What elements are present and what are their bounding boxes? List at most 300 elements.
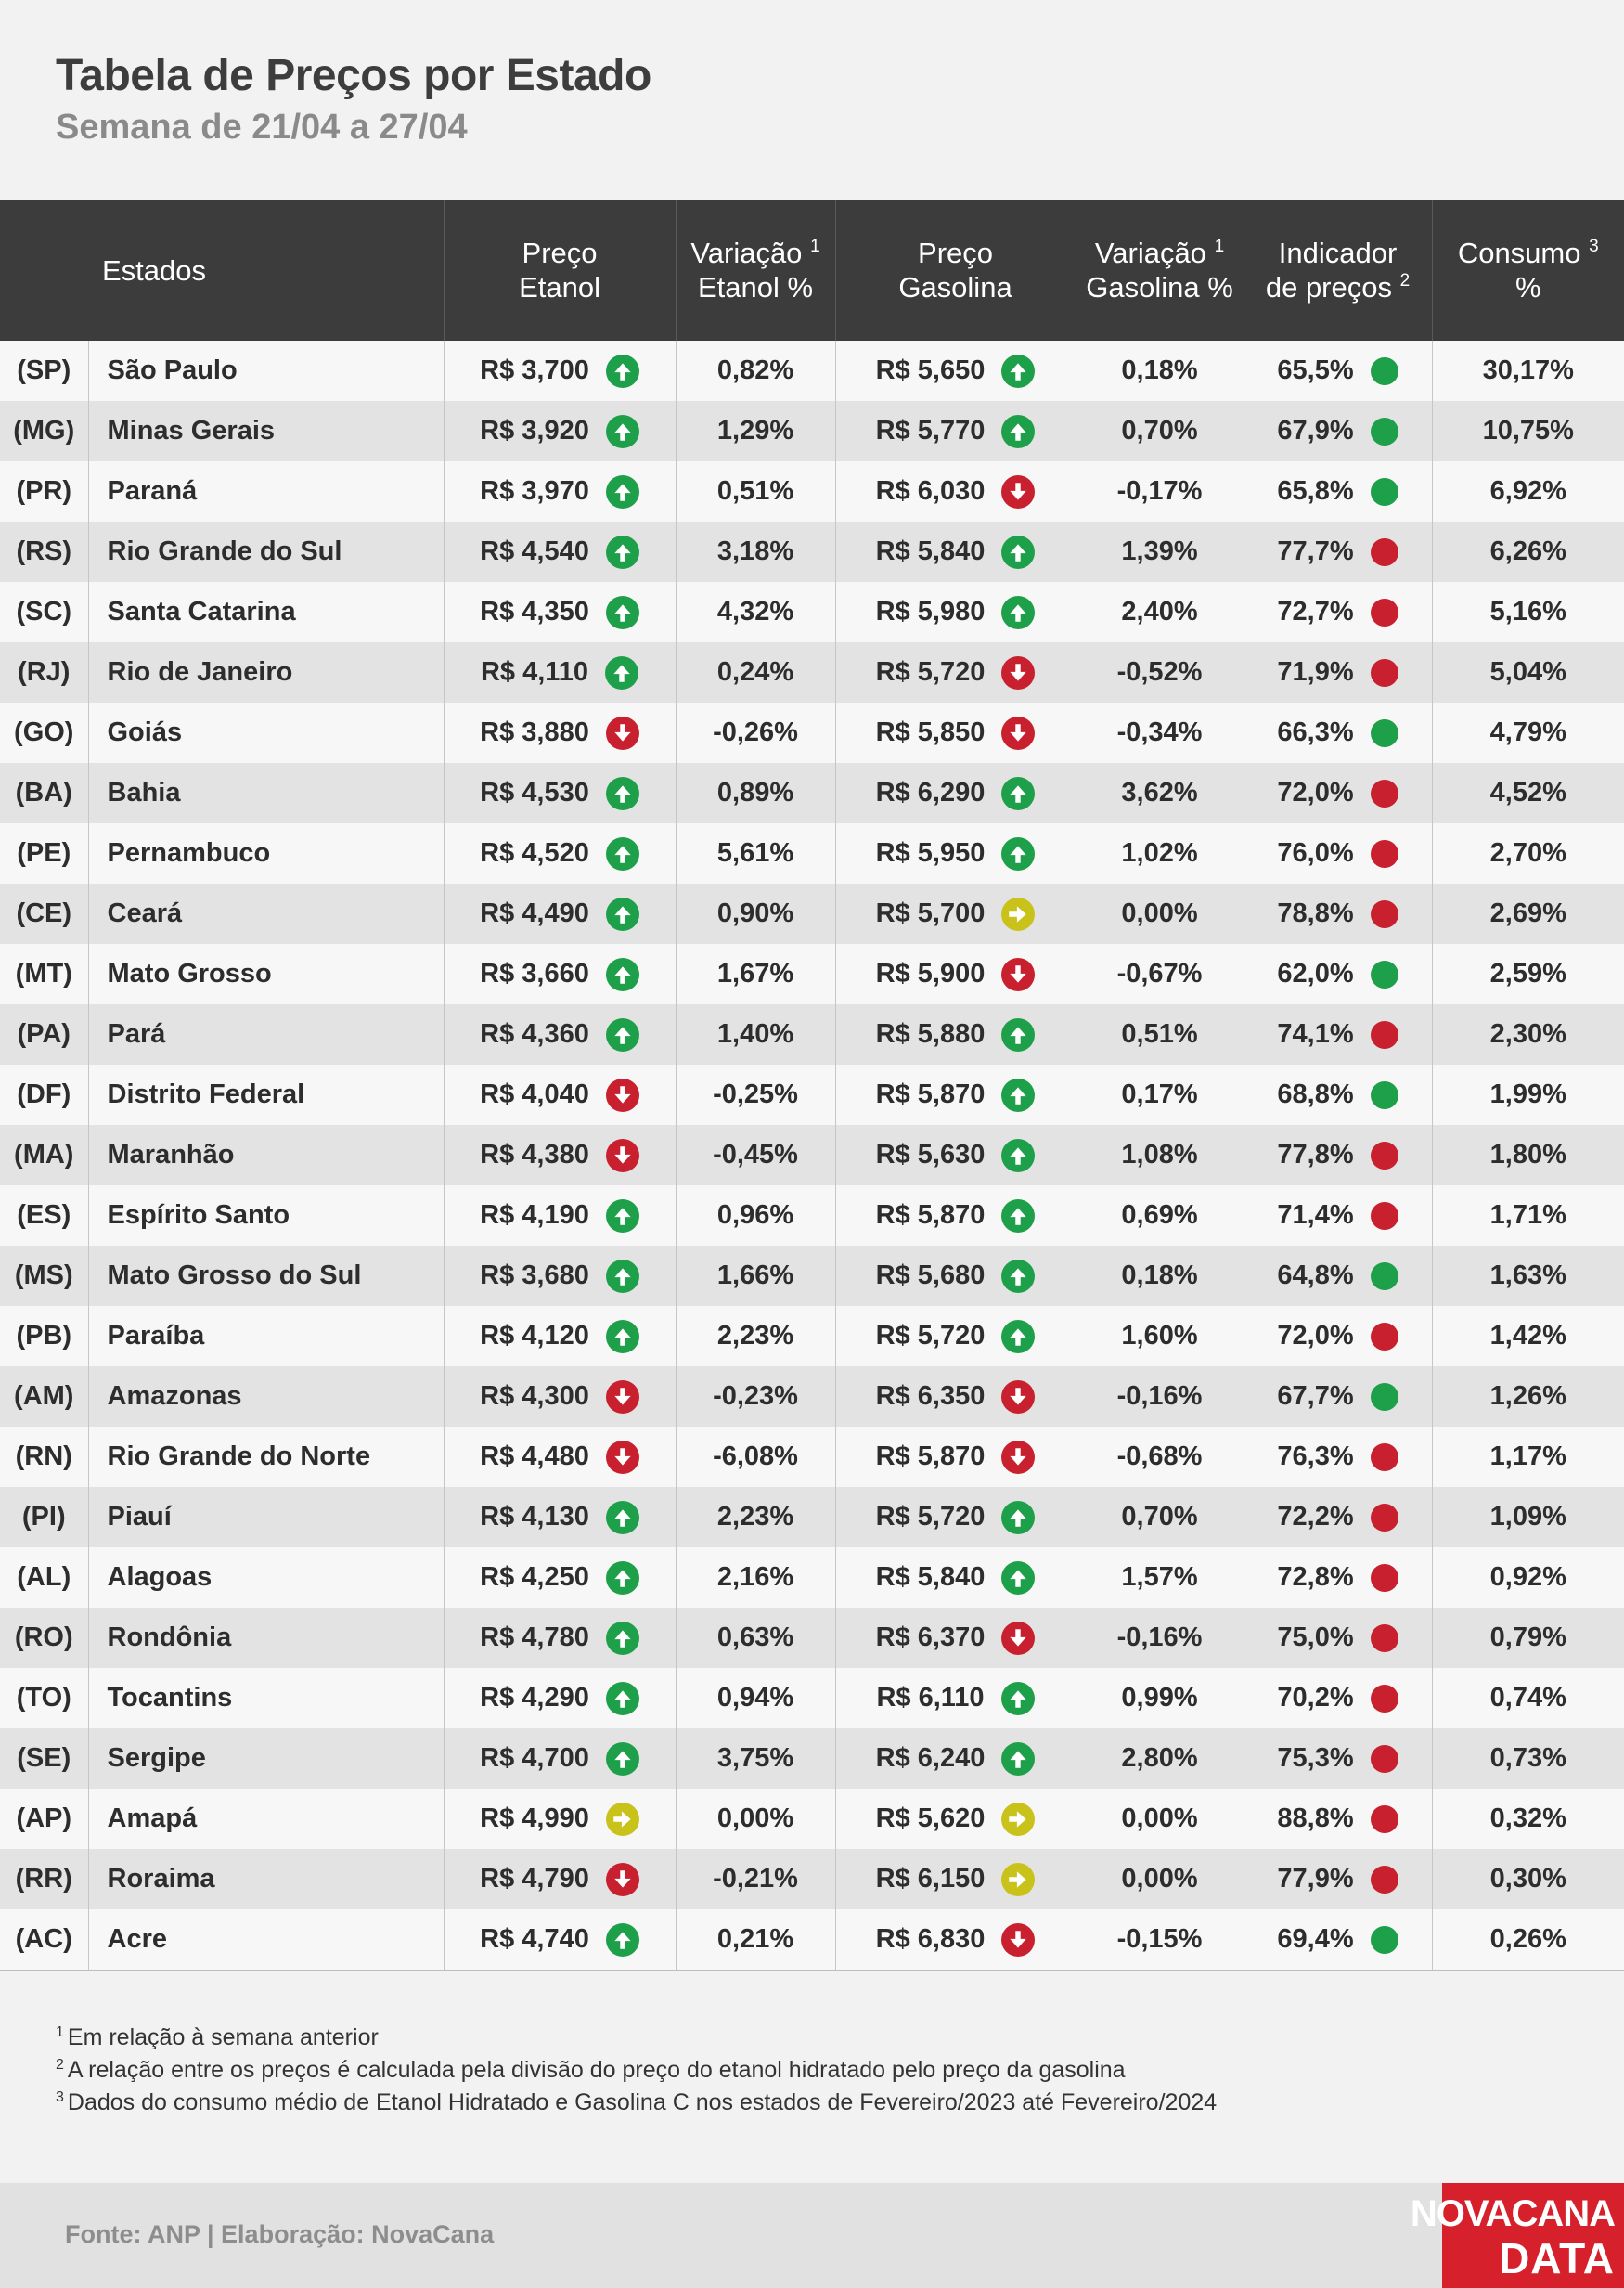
table-row bbox=[0, 341, 1624, 401]
indicador-cell bbox=[1244, 1728, 1432, 1789]
arrow-up-icon bbox=[1001, 1561, 1035, 1595]
arrow-up-icon bbox=[1001, 1742, 1035, 1776]
preco-gasolina: R$ 5,870 bbox=[875, 1079, 986, 1109]
consumo: 2,69% bbox=[1432, 884, 1624, 944]
consumo: 1,99% bbox=[1432, 1065, 1624, 1125]
indicador-cell bbox=[1244, 582, 1432, 642]
variacao-etanol: -6,08% bbox=[676, 1427, 835, 1487]
state-name: Minas Gerais bbox=[88, 401, 444, 461]
variacao-gasolina: -0,15% bbox=[1076, 1909, 1244, 1971]
table-row bbox=[0, 1125, 1624, 1185]
footnote-3: $^3$ Dados do consumo médio de Etanol Hidratado e Gasolina C nos estados de Fevereiro/2023 até Fevereiro/2024 bbox=[56, 2089, 1218, 2115]
indicador-cell bbox=[1244, 1004, 1432, 1065]
consumo: 1,26% bbox=[1432, 1366, 1624, 1427]
variacao-gasolina: 3,62% bbox=[1076, 763, 1244, 823]
state-abbr: (PA) bbox=[0, 1004, 88, 1065]
indicador-cell bbox=[1244, 1668, 1432, 1728]
consumo: 1,63% bbox=[1432, 1246, 1624, 1306]
indicador-precos: 65,8% bbox=[1277, 476, 1354, 506]
preco-gasolina-cell bbox=[835, 703, 1076, 763]
consumo: 2,59% bbox=[1432, 944, 1624, 1004]
preco-gasolina-cell bbox=[835, 642, 1076, 703]
state-name: Distrito Federal bbox=[88, 1065, 444, 1125]
preco-etanol: R$ 4,780 bbox=[480, 1622, 589, 1652]
preco-gasolina-cell bbox=[835, 1366, 1076, 1427]
preco-etanol: R$ 3,680 bbox=[480, 1260, 589, 1290]
arrow-down-icon bbox=[606, 1441, 639, 1474]
variacao-etanol: 2,23% bbox=[676, 1487, 835, 1547]
indicator-dot-icon bbox=[1371, 1685, 1398, 1713]
state-name: Mato Grosso bbox=[88, 944, 444, 1004]
variacao-etanol: 1,29% bbox=[676, 401, 835, 461]
preco-etanol-cell bbox=[444, 1185, 676, 1246]
indicator-dot-icon bbox=[1371, 538, 1398, 566]
preco-gasolina-cell bbox=[835, 1065, 1076, 1125]
preco-etanol-cell bbox=[444, 823, 676, 884]
state-name: Rondônia bbox=[88, 1608, 444, 1668]
arrow-down-icon bbox=[606, 717, 639, 750]
arrow-down-icon bbox=[606, 1863, 639, 1896]
preco-etanol-cell bbox=[444, 1004, 676, 1065]
preco-etanol: R$ 3,920 bbox=[480, 416, 589, 446]
preco-etanol: R$ 4,700 bbox=[480, 1743, 589, 1773]
indicator-dot-icon bbox=[1371, 1262, 1398, 1290]
consumo: 1,09% bbox=[1432, 1487, 1624, 1547]
preco-gasolina: R$ 5,880 bbox=[875, 1019, 986, 1049]
preco-gasolina-cell bbox=[835, 1789, 1076, 1849]
preco-etanol-cell bbox=[444, 884, 676, 944]
state-name: Mato Grosso do Sul bbox=[88, 1246, 444, 1306]
preco-gasolina: R$ 6,830 bbox=[875, 1924, 986, 1954]
preco-etanol-cell bbox=[444, 703, 676, 763]
arrow-down-icon bbox=[606, 1380, 639, 1414]
variacao-gasolina: 0,69% bbox=[1076, 1185, 1244, 1246]
consumo: 2,30% bbox=[1432, 1004, 1624, 1065]
state-abbr: (TO) bbox=[0, 1668, 88, 1728]
header-preco-etanol: Preço Etanol bbox=[444, 200, 676, 341]
variacao-gasolina: -0,52% bbox=[1076, 642, 1244, 703]
indicador-cell bbox=[1244, 1487, 1432, 1547]
variacao-gasolina: 1,02% bbox=[1076, 823, 1244, 884]
state-abbr: (SP) bbox=[0, 341, 88, 401]
state-name: Santa Catarina bbox=[88, 582, 444, 642]
arrow-up-icon bbox=[606, 1923, 639, 1957]
indicador-cell bbox=[1244, 823, 1432, 884]
indicador-cell bbox=[1244, 1306, 1432, 1366]
arrow-right-icon bbox=[1001, 898, 1035, 931]
state-abbr: (AC) bbox=[0, 1909, 88, 1971]
indicador-precos: 75,3% bbox=[1277, 1743, 1354, 1773]
table-row bbox=[0, 823, 1624, 884]
table-row bbox=[0, 1849, 1624, 1909]
variacao-gasolina: -0,17% bbox=[1076, 461, 1244, 522]
preco-gasolina-cell bbox=[835, 763, 1076, 823]
arrow-right-icon bbox=[1001, 1803, 1035, 1836]
state-abbr: (PR) bbox=[0, 461, 88, 522]
preco-gasolina: R$ 5,980 bbox=[875, 597, 986, 627]
indicador-precos: 72,2% bbox=[1277, 1502, 1354, 1532]
consumo: 0,79% bbox=[1432, 1608, 1624, 1668]
preco-gasolina-cell bbox=[835, 582, 1076, 642]
preco-etanol-cell bbox=[444, 461, 676, 522]
variacao-gasolina: 0,00% bbox=[1076, 884, 1244, 944]
preco-etanol: R$ 4,490 bbox=[480, 898, 589, 928]
preco-gasolina: R$ 6,370 bbox=[875, 1622, 986, 1652]
arrow-up-icon bbox=[1001, 596, 1035, 629]
arrow-down-icon bbox=[606, 1139, 639, 1172]
state-name: Amazonas bbox=[88, 1366, 444, 1427]
preco-etanol-cell bbox=[444, 944, 676, 1004]
arrow-up-icon bbox=[606, 536, 639, 569]
state-abbr: (AL) bbox=[0, 1547, 88, 1608]
preco-etanol: R$ 4,790 bbox=[480, 1864, 589, 1894]
consumo: 30,17% bbox=[1432, 341, 1624, 401]
table-row bbox=[0, 582, 1624, 642]
arrow-up-icon bbox=[606, 837, 639, 871]
header-preco-gasolina: Preço Gasolina bbox=[835, 200, 1076, 341]
arrow-up-icon bbox=[1001, 415, 1035, 448]
preco-etanol-cell bbox=[444, 401, 676, 461]
state-name: Amapá bbox=[88, 1789, 444, 1849]
preco-etanol: R$ 4,380 bbox=[480, 1140, 589, 1170]
state-abbr: (BA) bbox=[0, 763, 88, 823]
variacao-gasolina: -0,34% bbox=[1076, 703, 1244, 763]
variacao-gasolina: 0,70% bbox=[1076, 401, 1244, 461]
table-row bbox=[0, 1427, 1624, 1487]
arrow-up-icon bbox=[1001, 1079, 1035, 1112]
state-name: Rio Grande do Norte bbox=[88, 1427, 444, 1487]
consumo: 10,75% bbox=[1432, 401, 1624, 461]
preco-etanol-cell bbox=[444, 1728, 676, 1789]
preco-etanol-cell bbox=[444, 1065, 676, 1125]
indicator-dot-icon bbox=[1371, 1745, 1398, 1773]
arrow-down-icon bbox=[606, 1079, 639, 1112]
state-abbr: (SE) bbox=[0, 1728, 88, 1789]
footer-bar bbox=[0, 2183, 1624, 2288]
consumo: 0,30% bbox=[1432, 1849, 1624, 1909]
variacao-etanol: 1,66% bbox=[676, 1246, 835, 1306]
table-row bbox=[0, 1246, 1624, 1306]
indicator-dot-icon bbox=[1371, 780, 1398, 808]
indicador-cell bbox=[1244, 1789, 1432, 1849]
state-name: Pará bbox=[88, 1004, 444, 1065]
preco-etanol: R$ 4,540 bbox=[480, 536, 589, 566]
table-row bbox=[0, 703, 1624, 763]
preco-gasolina: R$ 6,240 bbox=[875, 1743, 986, 1773]
table-row bbox=[0, 1547, 1624, 1608]
preco-etanol: R$ 3,880 bbox=[480, 717, 589, 747]
variacao-etanol: 0,51% bbox=[676, 461, 835, 522]
preco-etanol: R$ 4,110 bbox=[480, 657, 589, 687]
variacao-etanol: 0,96% bbox=[676, 1185, 835, 1246]
state-abbr: (GO) bbox=[0, 703, 88, 763]
variacao-gasolina: 0,18% bbox=[1076, 1246, 1244, 1306]
preco-gasolina: R$ 5,770 bbox=[875, 416, 986, 446]
arrow-up-icon bbox=[606, 1561, 639, 1595]
preco-etanol: R$ 4,990 bbox=[480, 1803, 589, 1833]
state-name: São Paulo bbox=[88, 341, 444, 401]
consumo: 0,92% bbox=[1432, 1547, 1624, 1608]
preco-etanol-cell bbox=[444, 1487, 676, 1547]
indicador-cell bbox=[1244, 1909, 1432, 1971]
indicador-precos: 62,0% bbox=[1277, 959, 1354, 989]
variacao-gasolina: 1,57% bbox=[1076, 1547, 1244, 1608]
arrow-down-icon bbox=[1001, 717, 1035, 750]
variacao-etanol: 1,40% bbox=[676, 1004, 835, 1065]
indicador-precos: 65,5% bbox=[1277, 355, 1354, 385]
preco-etanol: R$ 4,120 bbox=[480, 1321, 589, 1351]
variacao-gasolina: 0,70% bbox=[1076, 1487, 1244, 1547]
indicador-precos: 88,8% bbox=[1277, 1803, 1354, 1833]
preco-gasolina: R$ 5,720 bbox=[875, 1502, 986, 1532]
indicator-dot-icon bbox=[1371, 478, 1398, 506]
variacao-gasolina: 2,40% bbox=[1076, 582, 1244, 642]
arrow-down-icon bbox=[1001, 1923, 1035, 1957]
indicador-precos: 77,8% bbox=[1277, 1140, 1354, 1170]
indicator-dot-icon bbox=[1371, 1142, 1398, 1170]
state-abbr: (PE) bbox=[0, 823, 88, 884]
arrow-up-icon bbox=[1001, 536, 1035, 569]
indicador-precos: 67,9% bbox=[1277, 416, 1354, 446]
consumo: 6,92% bbox=[1432, 461, 1624, 522]
preco-gasolina-cell bbox=[835, 401, 1076, 461]
preco-etanol: R$ 4,190 bbox=[480, 1200, 589, 1230]
state-name: Alagoas bbox=[88, 1547, 444, 1608]
table-row bbox=[0, 1608, 1624, 1668]
table-row bbox=[0, 884, 1624, 944]
arrow-up-icon bbox=[606, 1018, 639, 1052]
state-abbr: (PI) bbox=[0, 1487, 88, 1547]
preco-gasolina-cell bbox=[835, 944, 1076, 1004]
variacao-gasolina: 0,18% bbox=[1076, 341, 1244, 401]
preco-etanol: R$ 4,040 bbox=[480, 1079, 589, 1109]
preco-etanol: R$ 4,300 bbox=[480, 1381, 589, 1411]
variacao-gasolina: -0,67% bbox=[1076, 944, 1244, 1004]
arrow-up-icon bbox=[606, 1742, 639, 1776]
consumo: 4,52% bbox=[1432, 763, 1624, 823]
arrow-down-icon bbox=[1001, 958, 1035, 991]
indicator-dot-icon bbox=[1371, 1202, 1398, 1230]
preco-gasolina: R$ 5,650 bbox=[875, 355, 986, 385]
indicador-precos: 71,9% bbox=[1277, 657, 1354, 687]
variacao-gasolina: 0,00% bbox=[1076, 1789, 1244, 1849]
arrow-up-icon bbox=[606, 1320, 639, 1353]
preco-etanol-cell bbox=[444, 1668, 676, 1728]
preco-gasolina-cell bbox=[835, 1427, 1076, 1487]
variacao-etanol: 0,82% bbox=[676, 341, 835, 401]
indicador-cell bbox=[1244, 944, 1432, 1004]
state-name: Roraima bbox=[88, 1849, 444, 1909]
indicador-precos: 76,0% bbox=[1277, 838, 1354, 868]
indicator-dot-icon bbox=[1371, 1383, 1398, 1411]
variacao-etanol: 2,16% bbox=[676, 1547, 835, 1608]
state-abbr: (MA) bbox=[0, 1125, 88, 1185]
state-name: Pernambuco bbox=[88, 823, 444, 884]
state-name: Paraná bbox=[88, 461, 444, 522]
arrow-up-icon bbox=[606, 1199, 639, 1233]
preco-etanol: R$ 4,520 bbox=[480, 838, 589, 868]
variacao-gasolina: 1,08% bbox=[1076, 1125, 1244, 1185]
arrow-up-icon bbox=[1001, 1501, 1035, 1534]
indicador-cell bbox=[1244, 1246, 1432, 1306]
preco-gasolina: R$ 5,680 bbox=[875, 1260, 986, 1290]
preco-etanol-cell bbox=[444, 1427, 676, 1487]
indicator-dot-icon bbox=[1371, 1805, 1398, 1833]
state-abbr: (RO) bbox=[0, 1608, 88, 1668]
variacao-gasolina: 0,17% bbox=[1076, 1065, 1244, 1125]
preco-gasolina: R$ 5,720 bbox=[875, 1321, 986, 1351]
consumo: 6,26% bbox=[1432, 522, 1624, 582]
preco-gasolina-cell bbox=[835, 1728, 1076, 1789]
preco-etanol: R$ 4,350 bbox=[480, 597, 589, 627]
preco-gasolina-cell bbox=[835, 823, 1076, 884]
indicator-dot-icon bbox=[1371, 1624, 1398, 1652]
preco-etanol: R$ 4,530 bbox=[480, 778, 589, 808]
indicador-cell bbox=[1244, 1608, 1432, 1668]
state-abbr: (DF) bbox=[0, 1065, 88, 1125]
indicator-dot-icon bbox=[1371, 840, 1398, 868]
arrow-right-icon bbox=[606, 1803, 639, 1836]
state-name: Espírito Santo bbox=[88, 1185, 444, 1246]
preco-gasolina-cell bbox=[835, 1125, 1076, 1185]
variacao-gasolina: 0,00% bbox=[1076, 1849, 1244, 1909]
state-name: Piauí bbox=[88, 1487, 444, 1547]
state-name: Rio de Janeiro bbox=[88, 642, 444, 703]
footnote-1: $^1$ Em relação à semana anterior bbox=[56, 2024, 379, 2050]
state-name: Bahia bbox=[88, 763, 444, 823]
variacao-gasolina: 0,51% bbox=[1076, 1004, 1244, 1065]
preco-gasolina: R$ 5,630 bbox=[875, 1140, 986, 1170]
arrow-up-icon bbox=[606, 1260, 639, 1293]
preco-gasolina-cell bbox=[835, 1487, 1076, 1547]
arrow-up-icon bbox=[606, 1682, 639, 1715]
header-variacao-gasolina: Variação $^1$ Gasolina % bbox=[1076, 200, 1244, 341]
variacao-etanol: 0,24% bbox=[676, 642, 835, 703]
variacao-etanol: -0,23% bbox=[676, 1366, 835, 1427]
preco-gasolina-cell bbox=[835, 341, 1076, 401]
state-abbr: (SC) bbox=[0, 582, 88, 642]
variacao-etanol: -0,26% bbox=[676, 703, 835, 763]
preco-gasolina: R$ 5,870 bbox=[875, 1441, 986, 1471]
preco-gasolina: R$ 6,290 bbox=[875, 778, 986, 808]
table-row bbox=[0, 461, 1624, 522]
arrow-up-icon bbox=[606, 596, 639, 629]
variacao-etanol: 0,63% bbox=[676, 1608, 835, 1668]
state-name: Goiás bbox=[88, 703, 444, 763]
variacao-gasolina: -0,16% bbox=[1076, 1608, 1244, 1668]
preco-etanol-cell bbox=[444, 642, 676, 703]
preco-gasolina-cell bbox=[835, 522, 1076, 582]
prices-table bbox=[0, 200, 1624, 1971]
preco-etanol-cell bbox=[444, 763, 676, 823]
indicador-precos: 78,8% bbox=[1277, 898, 1354, 928]
table-row bbox=[0, 1909, 1624, 1971]
state-abbr: (RR) bbox=[0, 1849, 88, 1909]
consumo: 0,32% bbox=[1432, 1789, 1624, 1849]
state-abbr: (AM) bbox=[0, 1366, 88, 1427]
consumo: 0,26% bbox=[1432, 1909, 1624, 1971]
preco-etanol-cell bbox=[444, 1909, 676, 1971]
table-row bbox=[0, 1004, 1624, 1065]
indicador-cell bbox=[1244, 1366, 1432, 1427]
state-abbr: (MT) bbox=[0, 944, 88, 1004]
preco-gasolina: R$ 5,950 bbox=[875, 838, 986, 868]
indicator-dot-icon bbox=[1371, 1866, 1398, 1894]
indicator-dot-icon bbox=[1371, 357, 1398, 385]
indicador-precos: 71,4% bbox=[1277, 1200, 1354, 1230]
indicador-cell bbox=[1244, 341, 1432, 401]
indicador-precos: 74,1% bbox=[1277, 1019, 1354, 1049]
arrow-up-icon bbox=[1001, 1139, 1035, 1172]
consumo: 2,70% bbox=[1432, 823, 1624, 884]
arrow-down-icon bbox=[1001, 1441, 1035, 1474]
variacao-gasolina: 0,99% bbox=[1076, 1668, 1244, 1728]
variacao-etanol: -0,25% bbox=[676, 1065, 835, 1125]
table-row bbox=[0, 1185, 1624, 1246]
table-row bbox=[0, 763, 1624, 823]
indicador-cell bbox=[1244, 884, 1432, 944]
preco-etanol-cell bbox=[444, 1547, 676, 1608]
arrow-up-icon bbox=[1001, 777, 1035, 810]
preco-gasolina: R$ 6,150 bbox=[875, 1864, 986, 1894]
preco-gasolina-cell bbox=[835, 1608, 1076, 1668]
preco-gasolina-cell bbox=[835, 1668, 1076, 1728]
source-credit: Fonte: ANP | Elaboração: NovaCana bbox=[65, 2220, 495, 2248]
state-abbr: (ES) bbox=[0, 1185, 88, 1246]
novacana-data-logo: NOVACANA DATA bbox=[1442, 2183, 1624, 2288]
state-abbr: (RS) bbox=[0, 522, 88, 582]
arrow-up-icon bbox=[606, 415, 639, 448]
indicador-precos: 68,8% bbox=[1277, 1079, 1354, 1109]
table-body bbox=[0, 341, 1624, 1971]
arrow-up-icon bbox=[1001, 1199, 1035, 1233]
arrow-up-icon bbox=[1001, 355, 1035, 388]
preco-gasolina: R$ 5,840 bbox=[875, 1562, 986, 1592]
table-header-row bbox=[0, 200, 1624, 341]
arrow-up-icon bbox=[1001, 1260, 1035, 1293]
preco-gasolina-cell bbox=[835, 1909, 1076, 1971]
consumo: 4,79% bbox=[1432, 703, 1624, 763]
preco-gasolina: R$ 5,620 bbox=[875, 1803, 986, 1833]
preco-etanol-cell bbox=[444, 522, 676, 582]
state-abbr: (CE) bbox=[0, 884, 88, 944]
state-name: Ceará bbox=[88, 884, 444, 944]
preco-etanol-cell bbox=[444, 341, 676, 401]
variacao-etanol: -0,21% bbox=[676, 1849, 835, 1909]
state-name: Tocantins bbox=[88, 1668, 444, 1728]
preco-gasolina: R$ 5,700 bbox=[875, 898, 986, 928]
indicator-dot-icon bbox=[1371, 1926, 1398, 1954]
consumo: 0,73% bbox=[1432, 1728, 1624, 1789]
preco-etanol: R$ 4,290 bbox=[480, 1683, 589, 1713]
variacao-etanol: 4,32% bbox=[676, 582, 835, 642]
consumo: 1,17% bbox=[1432, 1427, 1624, 1487]
consumo: 1,80% bbox=[1432, 1125, 1624, 1185]
variacao-etanol: 1,67% bbox=[676, 944, 835, 1004]
variacao-etanol: 0,90% bbox=[676, 884, 835, 944]
table-row bbox=[0, 401, 1624, 461]
preco-gasolina-cell bbox=[835, 1246, 1076, 1306]
state-name: Sergipe bbox=[88, 1728, 444, 1789]
consumo: 5,16% bbox=[1432, 582, 1624, 642]
arrow-up-icon bbox=[606, 1501, 639, 1534]
header-consumo: Consumo $^3$ % bbox=[1432, 200, 1624, 341]
table-row bbox=[0, 642, 1624, 703]
indicador-precos: 70,2% bbox=[1277, 1683, 1354, 1713]
variacao-etanol: 0,21% bbox=[676, 1909, 835, 1971]
preco-gasolina-cell bbox=[835, 1185, 1076, 1246]
preco-gasolina: R$ 5,850 bbox=[875, 717, 986, 747]
